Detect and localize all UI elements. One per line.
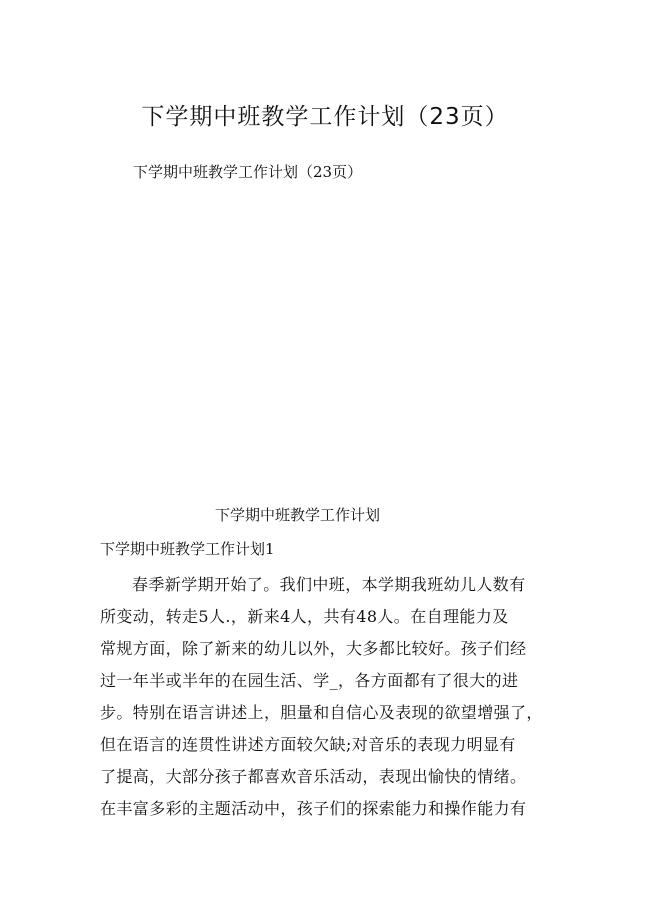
body-line: 了提高，大部分孩子都喜欢音乐活动，表现出愉快的情绪。 [100,767,527,786]
body-line: 在丰富多彩的主题活动中，孩子们的探索能力和操作能力有 [100,799,527,818]
body-paragraph [100,569,580,825]
body-line: 所变动，转走5人.，新来4人，共有48人。在自理能力及 [100,607,509,626]
body-line: 春季新学期开始了。我们中班，本学期我班幼儿人数有 [132,575,526,594]
section-heading: 下学期中班教学工作计划 [214,506,380,524]
body-line: 过一年半或半年的在园生活、学_，各方面都有了很大的进 [100,671,519,690]
body-line: 常规方面，除了新来的幼儿以外，大多都比较好。孩子们经 [100,639,527,658]
document-title: 下学期中班教学工作计划（23页） [141,104,509,130]
body-line: 但在语言的连贯性讲述方面较欠缺;对音乐的表现力明显有 [100,735,516,754]
document-subtitle: 下学期中班教学工作计划（23页） [133,163,363,181]
plan-heading: 下学期中班教学工作计划1 [100,540,275,558]
body-line: 步。特别在语言讲述上，胆量和自信心及表现的欲望增强了， [100,703,543,722]
